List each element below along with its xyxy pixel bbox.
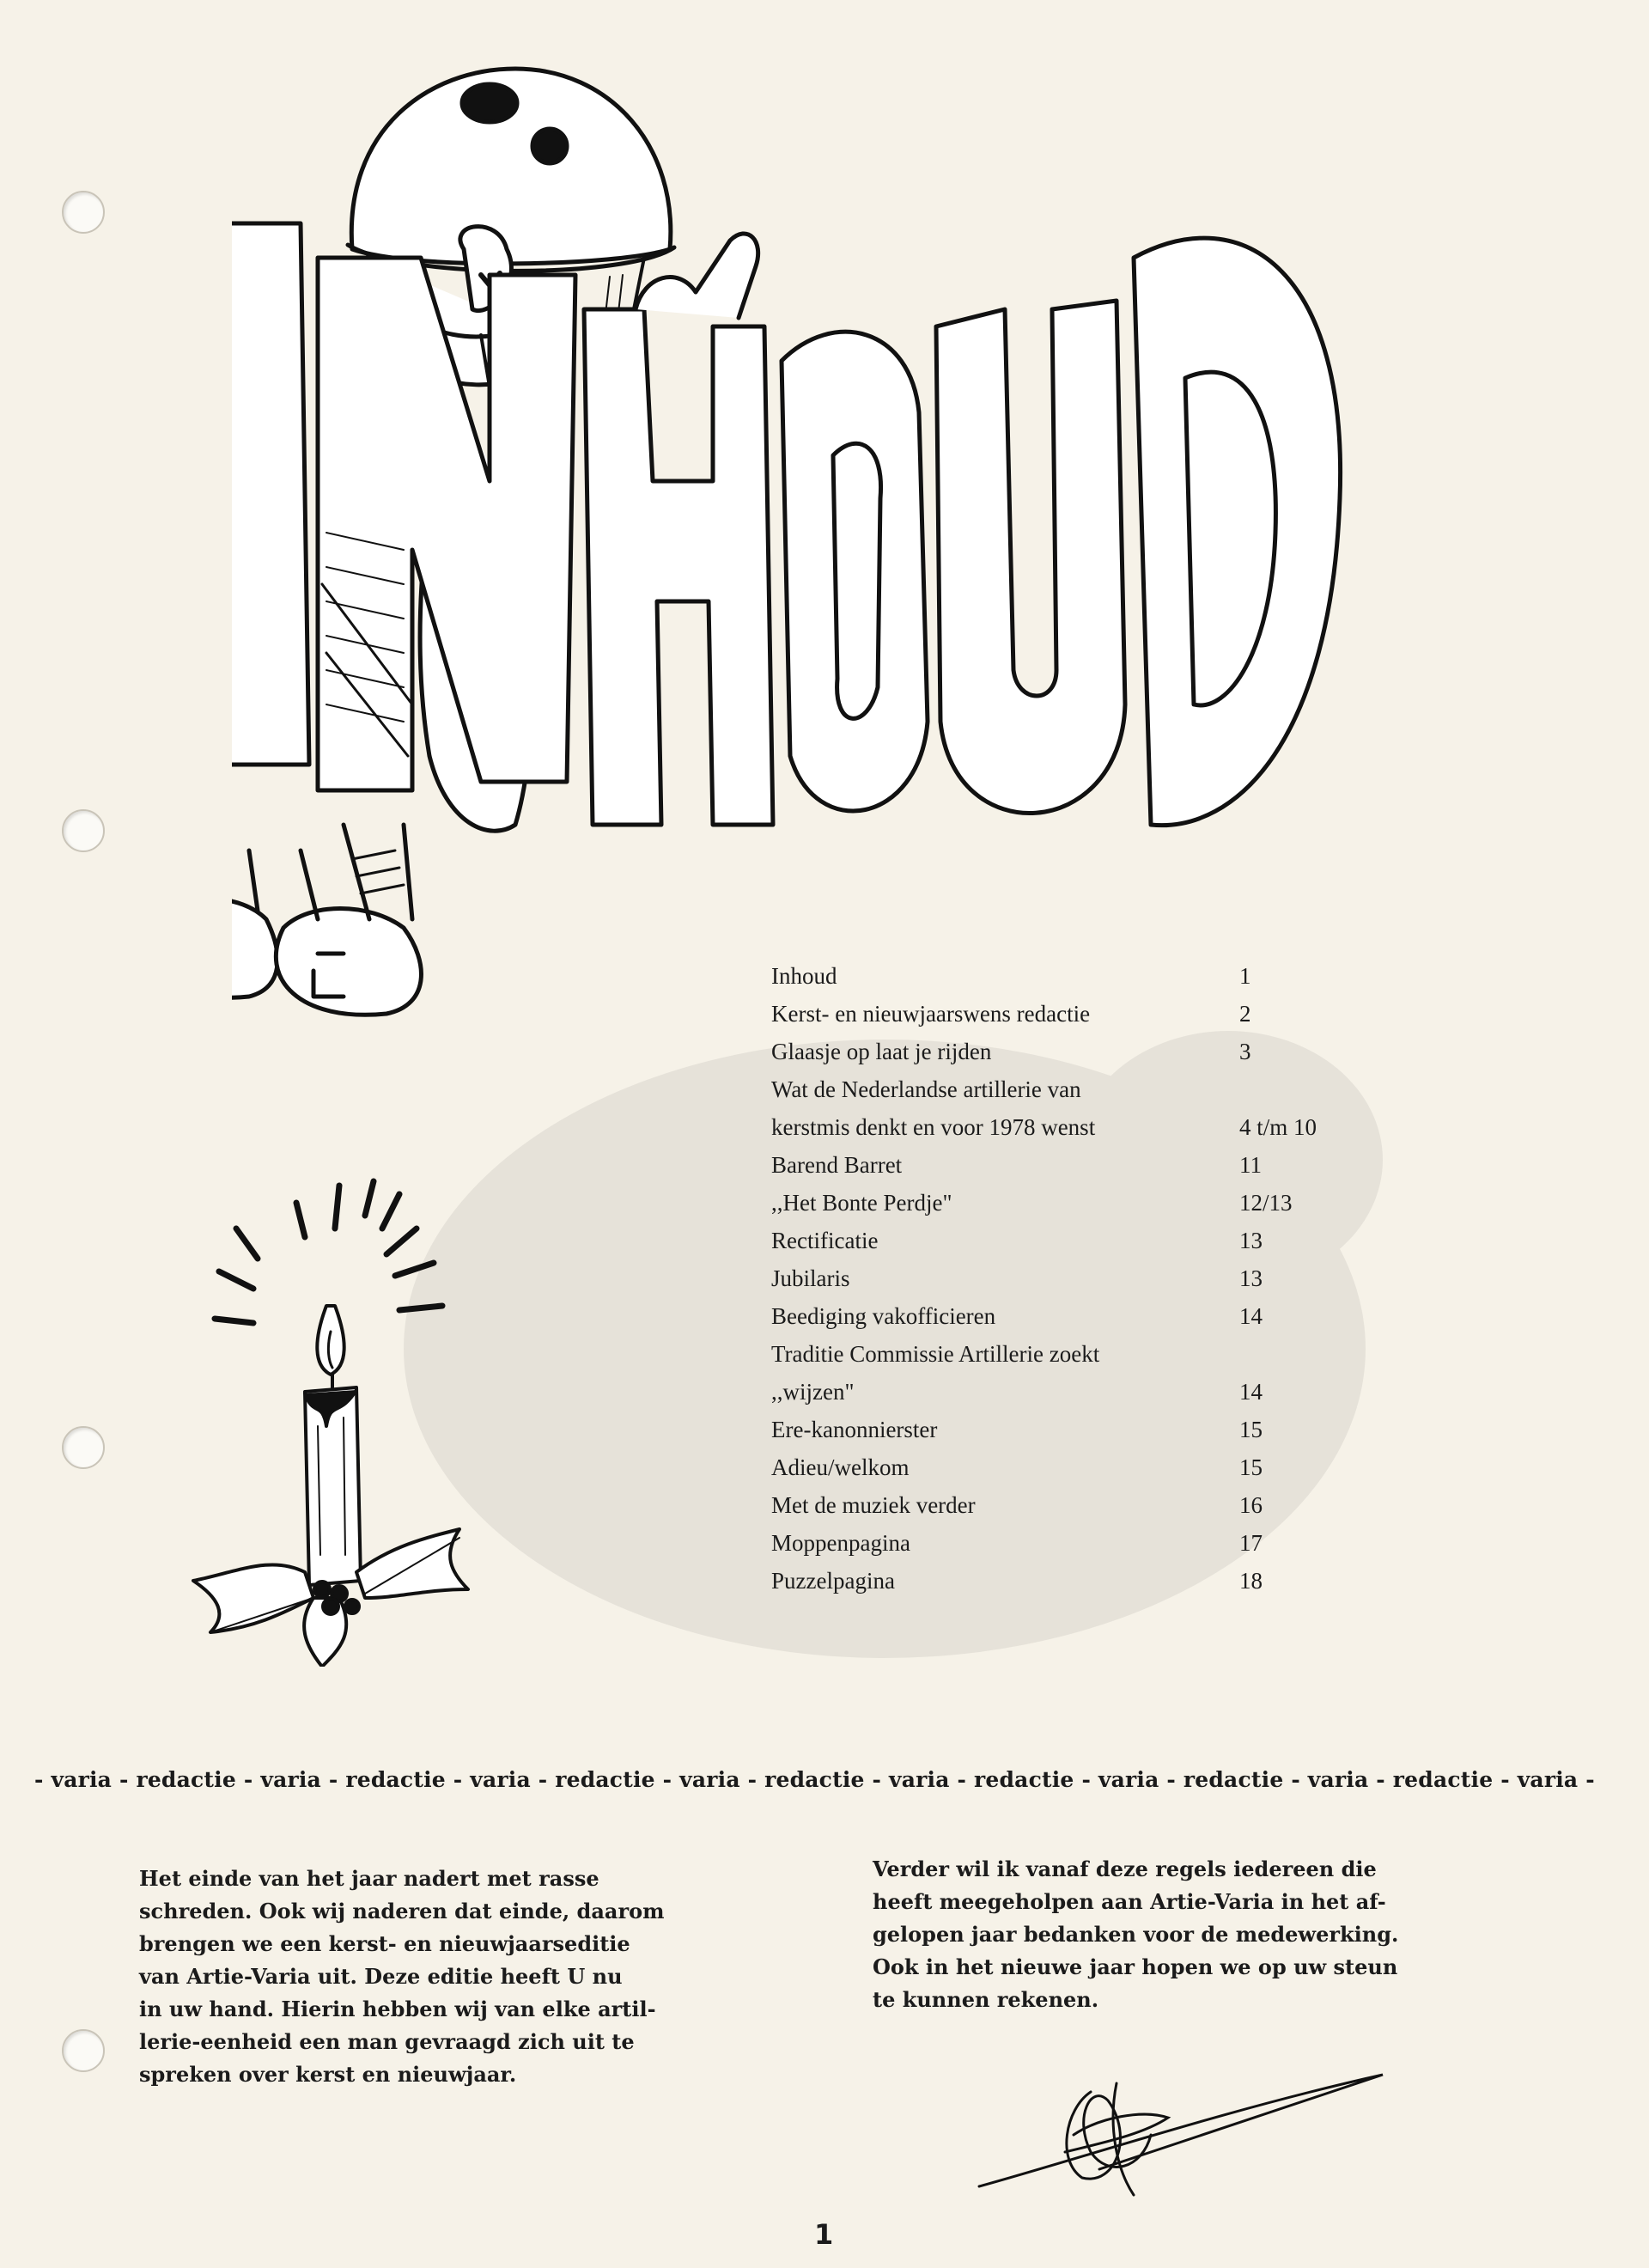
toc-entry-page: 12/13	[1239, 1190, 1293, 1216]
toc-entry-title: Jubilaris	[771, 1265, 850, 1291]
toc-entry-page: 14	[1239, 1379, 1263, 1405]
toc-entry	[771, 1297, 1424, 1335]
toc-entry	[771, 957, 1424, 995]
editorial-line: Verder wil ik vanaf deze regels iedereen die	[873, 1856, 1377, 1881]
editorial-column-left	[139, 1863, 706, 2091]
toc-entry	[771, 1373, 1424, 1411]
toc-entry	[771, 1184, 1424, 1222]
toc-entry-title: Beediging vakofficieren	[771, 1303, 996, 1329]
toc-entry-title: Traditie Commissie Artillerie zoekt	[771, 1341, 1100, 1367]
toc-entry-page: 14	[1239, 1303, 1263, 1329]
editorial-line: gelopen jaar bedanken voor de medewerking.	[873, 1922, 1399, 1947]
editorial-line: heeft meegeholpen aan Artie-Varia in het af-	[873, 1889, 1386, 1914]
toc-entry-title: Adieu/welkom	[771, 1454, 910, 1480]
candle-holly-illustration	[185, 1168, 494, 1667]
toc-entry	[771, 1259, 1424, 1297]
table-of-contents	[771, 957, 1424, 1600]
toc-entry	[771, 1448, 1424, 1486]
toc-entry-page: 4 t/m 10	[1239, 1114, 1317, 1140]
toc-entry-page: 18	[1239, 1568, 1263, 1594]
inhoud-cartoon	[232, 52, 1348, 1082]
editorial-line: spreken over kerst en nieuwjaar.	[139, 2062, 517, 2087]
toc-entry-page: 3	[1239, 1039, 1251, 1064]
binder-hole	[62, 2029, 105, 2072]
toc-entry-title: Inhoud	[771, 963, 837, 989]
toc-entry-title: Rectificatie	[771, 1228, 879, 1253]
toc-entry-title: Glaasje op laat je rijden	[771, 1039, 992, 1064]
page-number: 1	[814, 2218, 834, 2251]
toc-entry-title: ,,Het Bonte Perdje"	[771, 1190, 952, 1216]
binder-hole	[62, 809, 105, 852]
toc-entry-title: Wat de Nederlandse artillerie van	[771, 1076, 1081, 1102]
toc-entry-title: Kerst- en nieuwjaarswens redactie	[771, 1001, 1091, 1027]
toc-entry	[771, 1033, 1424, 1070]
toc-entry-title: kerstmis denkt en voor 1978 wenst	[771, 1114, 1096, 1140]
editorial-line: te kunnen rekenen.	[873, 1987, 1099, 2012]
toc-entry-title: Barend Barret	[771, 1152, 903, 1178]
toc-entry	[771, 1222, 1424, 1259]
editorial-line: Ook in het nieuwe jaar hopen we op uw steun	[873, 1954, 1398, 1979]
toc-entry	[771, 995, 1424, 1033]
toc-entry	[771, 1562, 1424, 1600]
toc-entry-title: Met de muziek verder	[771, 1492, 976, 1518]
toc-entry	[771, 1335, 1424, 1373]
toc-entry	[771, 1108, 1424, 1146]
toc-entry	[771, 1486, 1424, 1524]
toc-entry	[771, 1070, 1424, 1108]
toc-entry	[771, 1524, 1424, 1562]
toc-entry-page: 13	[1239, 1228, 1263, 1253]
toc-entry-title: Moppenpagina	[771, 1530, 910, 1556]
toc-entry-title: ,,wijzen"	[771, 1379, 855, 1405]
handwritten-signature	[971, 2058, 1400, 2212]
toc-entry-page: 2	[1239, 1001, 1251, 1027]
toc-entry-page: 17	[1239, 1530, 1263, 1556]
toc-entry-title: Ere-kanonnierster	[771, 1417, 938, 1442]
toc-entry	[771, 1146, 1424, 1184]
editorial-line: schreden. Ook wij naderen dat einde, daarom	[139, 1899, 665, 1924]
toc-entry	[771, 1411, 1424, 1448]
editorial-line: van Artie-Varia uit. Deze editie heeft U nu	[139, 1964, 623, 1989]
toc-entry-page: 15	[1239, 1417, 1263, 1442]
toc-entry-page: 11	[1239, 1152, 1262, 1178]
toc-entry-page: 15	[1239, 1454, 1263, 1480]
binder-hole	[62, 1426, 105, 1469]
editorial-column-right	[873, 1853, 1422, 2016]
editorial-line: Het einde van het jaar nadert met rasse	[139, 1866, 599, 1891]
toc-entry-page: 16	[1239, 1492, 1263, 1518]
toc-entry-title: Puzzelpagina	[771, 1568, 895, 1594]
editorial-line: brengen we een kerst- en nieuwjaarseditie	[139, 1931, 630, 1956]
editorial-line: lerie-eenheid een man gevraagd zich uit te	[139, 2029, 635, 2054]
binder-hole	[62, 191, 105, 234]
toc-entry-page: 1	[1239, 963, 1251, 989]
toc-entry-page: 13	[1239, 1265, 1263, 1291]
editorial-line: in uw hand. Hierin hebben wij van elke artil-	[139, 1997, 656, 2021]
varia-redactie-band: - varia - redactie - varia - redactie - varia - redactie - varia - redactie - varia - redactie - varia - redactie - varia - redactie - varia -	[34, 1767, 1595, 1792]
